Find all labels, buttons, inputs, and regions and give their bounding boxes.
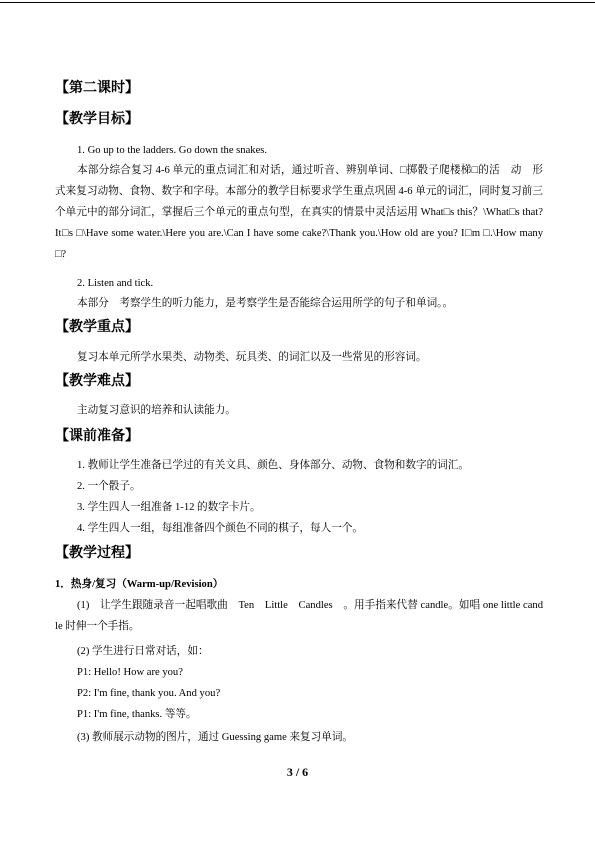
step-1-song-instruction: (1) 让学生跟随录音一起唱歌曲 Ten Little Candles 。用手指来代替 candle。如唱 one little candle 时伸一个手指。: [55, 600, 543, 632]
preparation-item: 1. 教师让学生准备已学过的有关文具、颜色、身体部分、动物、食物和数字的词汇。: [77, 460, 469, 471]
dialogue-line: P1: I'm fine, thanks. 等等。: [77, 709, 197, 720]
step-1-dialogue-intro: (2) 学生进行日常对话，如：: [77, 646, 209, 657]
preparation-item: 4. 学生四人一组，每组准备四个颜色不同的棋子，每人一个。: [77, 523, 364, 534]
page-number: 3 / 6: [286, 765, 309, 779]
difficulties-text: 主动复习意识的培养和认读能力。: [77, 405, 236, 416]
objective-2-description: 本部分 考察学生的听力能力，是考察学生是否能综合运用所学的句子和单词。。: [77, 298, 454, 309]
lesson-heading: 【第二课时】: [55, 81, 139, 96]
difficulties-heading: 【教学难点】: [55, 374, 139, 389]
objective-2-title: 2. Listen and tick.: [77, 278, 154, 289]
step-1-title: 1．热身/复习（Warm-up/Revision）: [55, 579, 224, 590]
objective-1-description: 本部分综合复习 4-6 单元的重点词汇和对话，通过听音、辨别单词、□掷骰子爬楼梯□的活 动 形式来复习动物、食物、数字和字母。本部分的教学目标要求学生重点巩固 4-6 单元的词汇，同时复习前三个单元中的部分词汇，掌握后三个单元的重点句型，在真实的情景中灵活运用 What□s this？\What□s that? It□s □\Have some water.\Here you are.\Can I have some cake?\Thank you.\How old are you? I□m □.\How many□?: [55, 165, 543, 260]
dialogue-line: P1: Hello! How are you?: [77, 667, 183, 678]
objective-1-title: 1. Go up to the ladders. Go down the snakes.: [77, 145, 268, 156]
process-heading: 【教学过程】: [55, 546, 139, 561]
preparation-item: 2. 一个骰子。: [77, 481, 141, 492]
step-1-guessing-game: (3) 教师展示动物的图片，通过 Guessing game 来复习单词。: [77, 732, 354, 743]
objectives-heading: 【教学目标】: [55, 112, 139, 127]
preparation-item: 3. 学生四人一组准备 1-12 的数字卡片。: [77, 502, 261, 513]
key-points-text: 复习本单元所学水果类、动物类、玩具类、的词汇以及一些常见的形容词。: [77, 352, 427, 363]
key-points-heading: 【教学重点】: [55, 320, 139, 335]
dialogue-line: P2: I'm fine, thank you. And you?: [77, 688, 221, 699]
preparation-heading: 【课前准备】: [55, 429, 139, 444]
top-rule: [0, 2, 595, 3]
